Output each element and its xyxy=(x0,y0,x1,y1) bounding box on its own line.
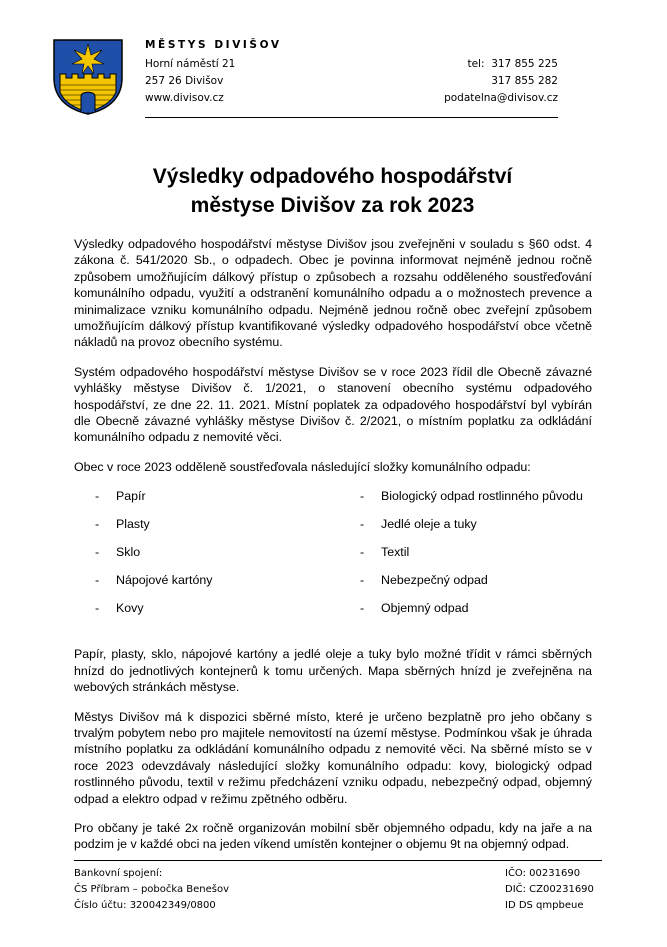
phone-2: 317 855 282 xyxy=(491,75,558,87)
list-item xyxy=(95,572,212,600)
phone-label: tel: xyxy=(467,58,485,70)
paragraph-bulky-waste: Pro občany je také 2x ročně organizován mobilní sběr objemného odpadu, kdy na jaře a na podzim je v každé obci na jeden víkend umístěn kontejner o objemu 9t na objemný odpad. xyxy=(74,820,592,852)
list-item-text: Kovy xyxy=(116,601,144,616)
list-dash: - xyxy=(360,489,365,504)
paragraph-collection-nests: Papír, plasty, sklo, nápojové kartóny a jedlé oleje a tuky bylo možné třídit v rámci sběrných hnízd do jednotlivých kontejnerů k tomu určených. Mapa sběrných hnízd je zveřejněna na webových stránkách městyse. xyxy=(74,647,592,695)
letterhead-contacts xyxy=(444,56,558,107)
title-line-2: městyse Divišov za rok 2023 xyxy=(190,194,475,217)
document-body xyxy=(74,236,592,866)
list-item xyxy=(95,600,212,628)
bank-label: Bankovní spojení: xyxy=(74,868,163,879)
phone-1: 317 855 225 xyxy=(491,58,558,70)
list-dash: - xyxy=(360,545,365,560)
list-dash: - xyxy=(95,545,100,560)
list-item xyxy=(360,544,583,572)
website-link[interactable]: www.divisov.cz xyxy=(145,92,224,104)
bank-account: Číslo účtu: 320042349/0800 xyxy=(74,900,216,911)
list-dash: - xyxy=(95,489,100,504)
list-item xyxy=(360,488,583,516)
list-dash: - xyxy=(360,601,365,616)
list-dash: - xyxy=(360,517,365,532)
bank-name: ČS Příbram – pobočka Benešov xyxy=(74,884,230,895)
list-item xyxy=(95,516,212,544)
list-item-text: Nápojové kartóny xyxy=(116,573,213,588)
list-item-text: Jedlé oleje a tuky xyxy=(381,517,477,532)
phone-line-1 xyxy=(444,56,558,73)
footer-divider xyxy=(74,860,602,861)
list-item-text: Nebezpečný odpad xyxy=(381,573,488,588)
list-item-text: Sklo xyxy=(116,545,141,560)
list-dash: - xyxy=(95,517,100,532)
waste-components-list xyxy=(74,488,592,636)
list-item-text: Papír xyxy=(116,489,146,504)
list-dash: - xyxy=(95,573,100,588)
title-line-1: Výsledky odpadového hospodářství xyxy=(152,165,513,188)
address-street: Horní náměstí 21 xyxy=(145,58,236,70)
list-item xyxy=(360,600,583,628)
paragraph-system: Systém odpadového hospodářství městyse Divišov se v roce 2023 řídil dle Obecně závazné vyhlášky městyse Divišov č. 1/2021, o stanovení obecního systému odpadového hospodářství, ze dne 22. 11. 2021. Místní poplatek za odpadového hospodářství byl vybírán dle Obecně závazné vyhlášky městyse Divišov č. 2/2021, o místním poplatku za odkládání komunálního odpadu z nemovité věci. xyxy=(74,364,592,445)
list-item xyxy=(360,516,583,544)
list-dash: - xyxy=(95,601,100,616)
header-divider xyxy=(145,117,558,118)
waste-list-right-column xyxy=(360,488,583,628)
list-item-text: Biologický odpad rostlinného původu xyxy=(381,489,583,504)
waste-list-left-column xyxy=(95,488,212,628)
footer-bank-info xyxy=(74,866,229,914)
municipal-crest-logo xyxy=(52,38,124,116)
list-item xyxy=(95,544,212,572)
list-item xyxy=(95,488,212,516)
ico-number: IČO: 00231690 xyxy=(505,868,581,879)
email-link[interactable]: podatelna@divisov.cz xyxy=(444,92,558,104)
paragraph-list-intro: Obec v roce 2023 odděleně soustřeďovala následující složky komunálního odpadu: xyxy=(74,459,531,474)
data-box-id: ID DS qmpbeue xyxy=(505,900,584,911)
list-item-text: Plasty xyxy=(116,517,150,532)
dic-number: DIČ: CZ00231690 xyxy=(505,884,594,895)
footer-ids xyxy=(505,866,594,914)
list-item xyxy=(360,572,583,600)
list-dash: - xyxy=(360,573,365,588)
address-city: 257 26 Divišov xyxy=(145,75,224,87)
letterhead-address xyxy=(145,37,282,107)
list-item-text: Objemný odpad xyxy=(381,601,469,616)
list-item-text: Textil xyxy=(381,545,410,560)
document-title xyxy=(60,162,605,220)
paragraph-collection-point: Městys Divišov má k dispozici sběrné místo, které je určeno bezplatně pro jeho občany s trvalým pobytem nebo pro majitele nemovitostí na území městyse. Podmínkou však je úhrada místního poplatku za odkládání komunálního odpadu z nemovité věci. Na sběrné místo se v roce 2023 odevzdávaly následující složky komunálního odpadu: kovy, biologický odpad rostlinného původu, textil v režimu předcházení vzniku odpadu, nebezpečný odpad, objemný odpad a elektro odpad v režimu zpětného odběru. xyxy=(74,709,592,806)
municipality-name: MĚSTYS DIVIŠOV xyxy=(145,39,282,51)
paragraph-legal-basis: Výsledky odpadového hospodářství městyse Divišov jsou zveřejněni v souladu s §60 odst. 4 zákona č. 541/2020 Sb., o odpadech. Obec je povinna informovat nejméně jednou ročně způsobem umožňujícím dálkový přístup o způsobech a rozsahu odděleného soustřeďování komunálního odpadu, využití a odstranění komunálního odpadu a o možnostech prevence a minimalizace vzniku komunálního odpadu. Nejméně jednou ročně obec zveřejní způsobem umožňujícím dálkový přístup kvantifikované výsledky odpadového hospodářství obce včetně nákladů na provoz obecního systému. xyxy=(74,237,592,350)
